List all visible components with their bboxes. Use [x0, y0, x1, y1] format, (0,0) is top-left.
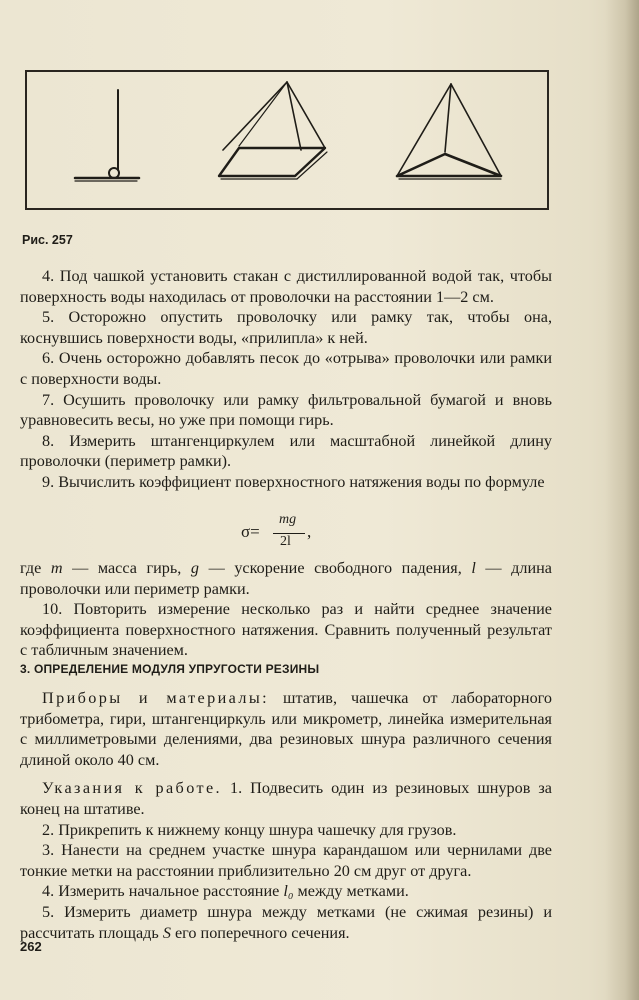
page-gutter-shadow — [605, 0, 639, 1000]
paragraph-instructions: Указания к работе. 1. Подвесить один из резиновых шнуров за конец на штативе. — [20, 779, 552, 818]
paragraphs-middle — [20, 558, 552, 661]
paragraphs-top — [20, 266, 552, 493]
paragraph-step-b4: 4. Измерить начальное расстояние l₀ между метками. — [42, 882, 409, 901]
figure-caption: Рис. 257 — [22, 233, 73, 247]
formula-lhs: σ= — [241, 522, 260, 541]
formula-tail: , — [307, 522, 312, 541]
formula-numerator: mg — [279, 512, 297, 527]
paragraphs-bottom — [20, 688, 552, 943]
paragraph-step-5: 5. Осторожно опустить проволочку или рамку так, чтобы она, коснувшись поверхности воды, «прилипла» к ней. — [20, 308, 552, 347]
section-heading: 3. ОПРЕДЕЛЕНИЕ МОДУЛЯ УПРУГОСТИ РЕЗИНЫ — [20, 662, 320, 676]
surface-tension-formula — [241, 512, 361, 556]
figure-257 — [25, 70, 549, 210]
paragraph-step-7: 7. Осушить проволочку или рамку фильтровальной бумагой и вновь уравновесить весы, но уже при помощи гирь. — [20, 390, 552, 430]
paragraph-step-8: 8. Измерить штангенциркулем или масштабной линейкой длину проволочки (периметр рамки). — [20, 431, 552, 471]
wire-ring-drawing — [75, 90, 139, 181]
paragraph-step-b2: 2. Прикрепить к нижнему концу шнура чашечку для грузов. — [42, 820, 457, 839]
paragraph-where: где m — масса гирь, g — ускорение свободного падения, l — длина проволочки или периметр рамки. — [20, 559, 552, 598]
paragraph-step-9: 9. Вычислить коэффициент поверхностного натяжения воды по формуле — [42, 472, 545, 491]
triangle-frame-drawing — [397, 84, 501, 179]
figure-illustration — [27, 72, 551, 212]
page-number: 262 — [20, 939, 42, 954]
paragraph-step-10: 10. Повторить измерение несколько раз и найти среднее значение коэффициента поверхностного натяжения. Сравнить полученный результат с табличным значением. — [20, 600, 552, 660]
paragraph-equipment: Приборы и материалы: штатив, чашечка от лабораторного трибометра, гири, штангенциркуль или микрометр, линейка измерительная с миллиметровыми делениями, два резиновых шнура различного сечения длиной около 40 см. — [20, 689, 552, 769]
formula-denominator: 2l — [280, 534, 291, 549]
paragraph-step-6: 6. Очень осторожно добавлять песок до «отрыва» проволочки или рамки с поверхности воды. — [20, 349, 552, 388]
paragraph-step-b5: 5. Измерить диаметр шнура между метками (не сжимая резины) и рассчитать площадь S его поперечного сечения. — [20, 902, 552, 942]
paragraph-step-b3: 3. Нанести на среднем участке шнура карандашом или чернилами две тонкие метки на расстоянии приблизительно 20 см друг от друга. — [20, 841, 552, 880]
square-frame-drawing — [219, 82, 327, 179]
paragraph-step-4: 4. Под чашкой установить стакан с дистиллированной водой так, чтобы поверхность воды находилась от проволочки на расстоянии 1—2 см. — [20, 267, 552, 306]
